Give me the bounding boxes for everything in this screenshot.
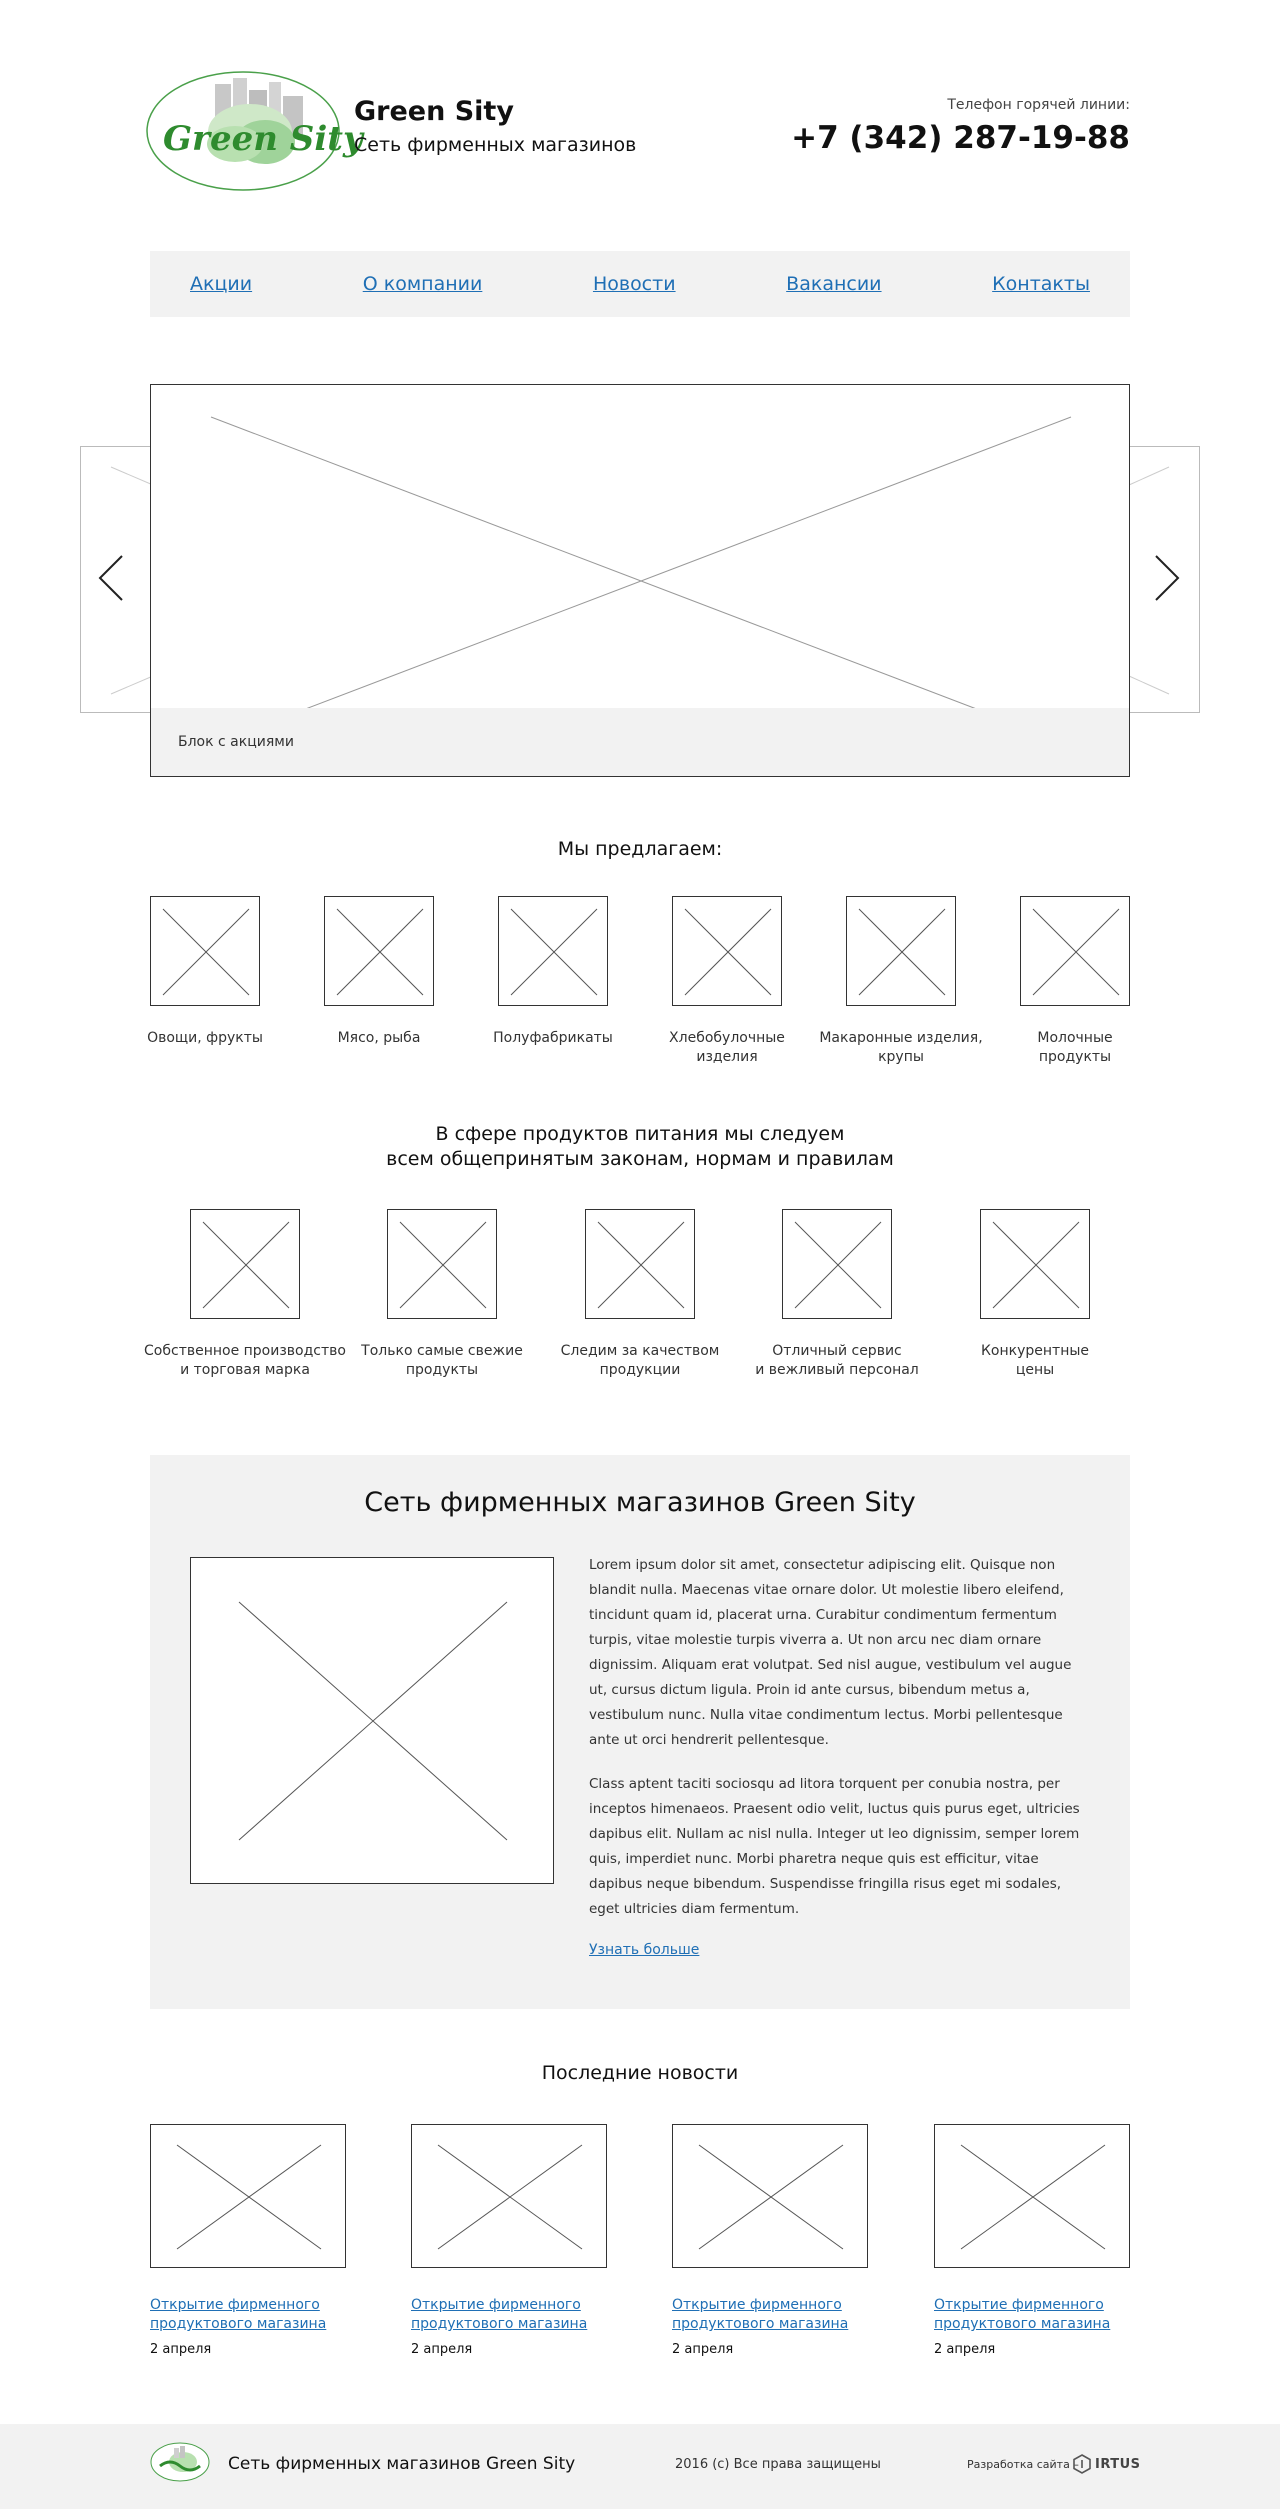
standards-title-line1: В сфере продуктов питания мы следуем bbox=[435, 1123, 845, 1145]
news-image[interactable] bbox=[934, 2124, 1130, 2268]
standard-label: Собственное производство и торговая марка bbox=[144, 1343, 346, 1378]
standard-label: Отличный сервис и вежливый персонал bbox=[755, 1343, 919, 1378]
news-item-link[interactable]: Открытие фирменного продуктового магазина bbox=[934, 2297, 1111, 2332]
news-item-link[interactable]: Открытие фирменного продуктового магазина bbox=[411, 2297, 588, 2332]
standard-label: Следим за качеством продукции bbox=[560, 1343, 720, 1378]
offer-image[interactable] bbox=[846, 896, 956, 1006]
slider-caption: Блок с акциями bbox=[151, 708, 1129, 776]
standard-label: Конкурентные цены bbox=[980, 1343, 1090, 1378]
logo-wordmark: Green Sity bbox=[163, 119, 363, 159]
offer-image[interactable] bbox=[498, 896, 608, 1006]
logo[interactable] bbox=[145, 70, 363, 193]
news-item-link[interactable]: Открытие фирменного продуктового магазина bbox=[150, 2297, 327, 2332]
standard-image bbox=[387, 1209, 497, 1319]
news-item-date: 2 апреля bbox=[411, 2342, 473, 2357]
news-title: Последние новости bbox=[541, 2062, 739, 2084]
about-section bbox=[150, 1455, 1130, 2009]
footer-company-name: Сеть фирменных магазинов Green Sity bbox=[228, 2454, 576, 2474]
news-image[interactable] bbox=[411, 2124, 607, 2268]
news-image[interactable] bbox=[672, 2124, 868, 2268]
offer-label: Овощи, фрукты bbox=[147, 1030, 263, 1046]
about-paragraph: Lorem ipsum dolor sit amet, consectetur adipiscing elit. Quisque non blandit nulla. Maecenas vitae ornare dolor. Ut molestie libero eleifend, tincidunt quam id, placerat urna. Curabitur condimentum fermentum turpis, vitae molestie turpis viverra a. Ut non arcu nec diam ornare dignissim. Aliquam erat volutpat. Sed nisl augue, vestibulum vel augue ut, cursus dictum ligula. Proin id ante cursus, bibendum metus a, vestibulum nunc. Nulla vitae condimentum lectus. Morbi pellentesque ante ut orci hendrerit pellentesque. bbox=[589, 1557, 1072, 1748]
brand-title: Green Sity bbox=[354, 96, 514, 127]
chevron-right-icon[interactable] bbox=[1146, 548, 1186, 608]
hotline-phone[interactable]: +7 (342) 287-19-88 bbox=[791, 120, 1130, 156]
offer-label: Макаронные изделия, крупы bbox=[819, 1030, 983, 1065]
nav-item-news[interactable]: Новости bbox=[592, 273, 676, 295]
brand-subtitle: Сеть фирменных магазинов bbox=[354, 134, 637, 156]
news-image[interactable] bbox=[150, 2124, 346, 2268]
standard-image bbox=[980, 1209, 1090, 1319]
standard-label: Только самые свежие продукты bbox=[361, 1343, 523, 1378]
nav-item-vacancies[interactable]: Вакансии bbox=[786, 273, 882, 295]
standards-title-line2: всем общепринятым законам, нормам и правилам bbox=[386, 1148, 894, 1170]
footer-developer-brand[interactable]: IRTUS bbox=[1095, 2457, 1141, 2472]
promo-slider[interactable] bbox=[150, 384, 1130, 777]
offer-label: Мясо, рыба bbox=[337, 1030, 421, 1046]
about-text bbox=[589, 1553, 1089, 1941]
nav-item-about[interactable]: О компании bbox=[362, 273, 483, 295]
standards-title bbox=[0, 1122, 1280, 1172]
offer-image[interactable] bbox=[1020, 896, 1130, 1006]
news-item-link[interactable]: Открытие фирменного продуктового магазина bbox=[672, 2297, 849, 2332]
about-paragraph: Class aptent taciti sociosqu ad litora torquent per conubia nostra, per inceptos himenaeos. Praesent odio velit, luctus quis purus eget, ultricies dapibus elit. Nullam ac nisl nulla. Integer ut leo dignissim, semper lorem quis, imperdiet nunc. Morbi pharetra neque quis est efficitur, vitae dapibus neque bibendum. Suspendisse fringilla risus eget mi sodales, eget ultricies diam fermentum. bbox=[589, 1776, 1080, 1917]
standard-image bbox=[782, 1209, 892, 1319]
offer-image[interactable] bbox=[150, 896, 260, 1006]
chevron-left-icon[interactable] bbox=[92, 548, 132, 608]
about-image bbox=[190, 1557, 554, 1884]
offer-label: Хлебобулочные изделия bbox=[669, 1030, 785, 1065]
footer-copyright: 2016 (c) Все права защищены bbox=[675, 2457, 881, 2472]
offer-image[interactable] bbox=[324, 896, 434, 1006]
footer bbox=[0, 2424, 1280, 2509]
offer-label: Полуфабрикаты bbox=[493, 1030, 613, 1046]
standard-image bbox=[585, 1209, 695, 1319]
news-item-date: 2 апреля bbox=[150, 2342, 212, 2357]
footer-logo[interactable] bbox=[150, 2442, 210, 2482]
learn-more-link[interactable]: Узнать больше bbox=[589, 1942, 700, 1958]
about-title: Сеть фирменных магазинов Green Sity bbox=[364, 1487, 916, 1518]
main-nav bbox=[150, 251, 1130, 317]
news-item-date: 2 апреля bbox=[934, 2342, 996, 2357]
news-item-date: 2 апреля bbox=[672, 2342, 734, 2357]
offer-image[interactable] bbox=[672, 896, 782, 1006]
footer-developer-label: Разработка сайта – bbox=[967, 2458, 1079, 2471]
nav-item-promotions[interactable]: Акции bbox=[190, 273, 253, 295]
offers-title: Мы предлагаем: bbox=[557, 838, 723, 860]
nav-item-contacts[interactable]: Контакты bbox=[992, 273, 1090, 295]
hotline-label: Телефон горячей линии: bbox=[947, 97, 1130, 113]
developer-logo-icon[interactable] bbox=[1073, 2454, 1091, 2474]
offer-label: Молочные продукты bbox=[1037, 1030, 1113, 1065]
standard-image bbox=[190, 1209, 300, 1319]
